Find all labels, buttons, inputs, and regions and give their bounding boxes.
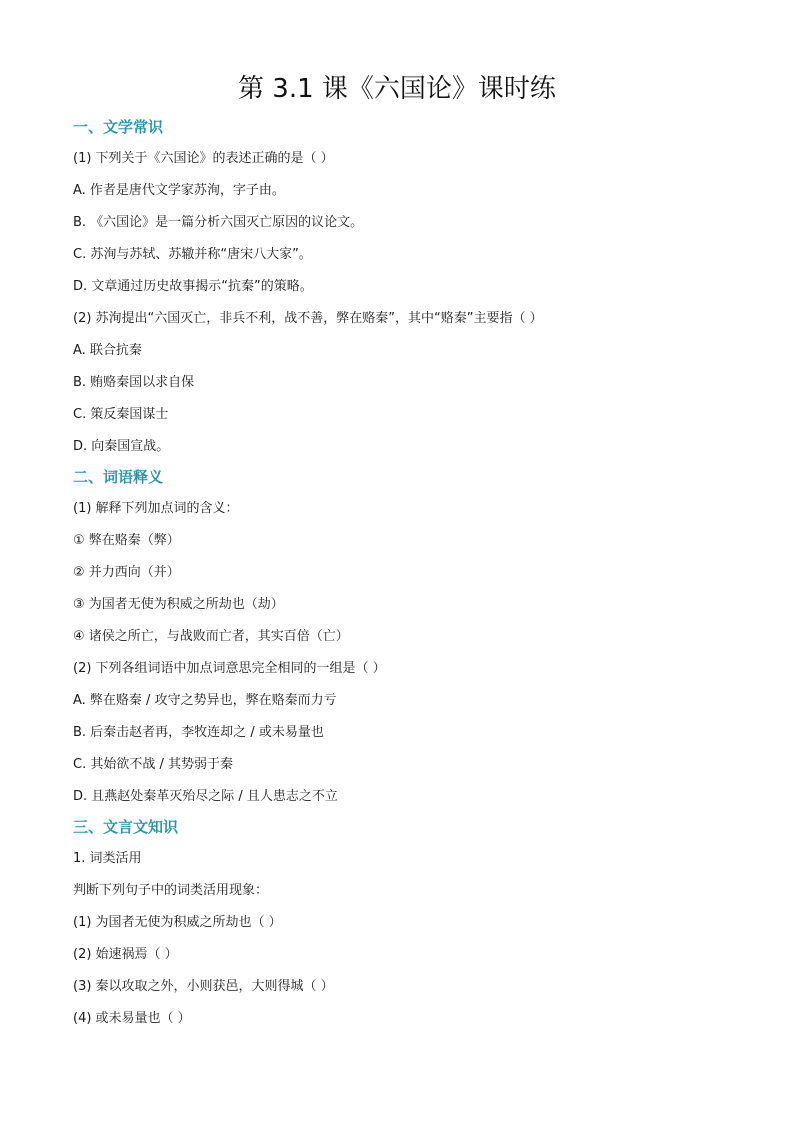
question-3-2: (2) 始速祸焉（ ） (73, 947, 178, 962)
question-2-2: (2) 下列各组词语中加点词意思完全相同的一组是（ ） (73, 661, 386, 676)
question-3-1: (1) 为国者无使为积威之所劫也（ ） (73, 915, 282, 930)
sub-item: ③ 为国者无使为积威之所劫也（劫） (73, 597, 284, 612)
option-c: C. 苏洵与苏轼、苏辙并称“唐宋八大家”。 (73, 247, 312, 262)
section-heading-vocabulary: 二、词语释义 (73, 468, 164, 486)
section-heading-classical: 三、文言文知识 (73, 818, 179, 836)
instruction-text: 判断下列句子中的词类活用现象： (73, 883, 269, 898)
option-a: A. 弊在赂秦 / 攻守之势异也，弊在赂秦而力亏 (73, 693, 337, 708)
option-a: A. 作者是唐代文学家苏洵，字子由。 (73, 183, 285, 198)
sub-item: ④ 诸侯之所亡，与战败而亡者，其实百倍（亡） (73, 629, 349, 644)
question-2-1: (1) 解释下列加点词的含义： (73, 501, 239, 516)
sub-item: ① 弊在赂秦（弊） (73, 533, 180, 548)
page-title: 第 3.1 课《六国论》课时练 (238, 74, 556, 104)
option-a: A. 联合抗秦 (73, 343, 142, 358)
option-d: D. 且燕赵处秦革灭殆尽之际 / 且人患志之不立 (73, 789, 338, 804)
option-c: C. 其始欲不战 / 其势弱于秦 (73, 757, 233, 772)
option-d: D. 向秦国宣战。 (73, 439, 170, 454)
subsection-title: 1. 词类活用 (73, 851, 142, 866)
sub-item: ② 并力西向（并） (73, 565, 180, 580)
option-b: B. 贿赂秦国以求自保 (73, 375, 195, 390)
question-1-1: (1) 下列关于《六国论》的表述正确的是（ ） (73, 151, 334, 166)
option-b: B. 后秦击赵者再，李牧连却之 / 或未易量也 (73, 725, 324, 740)
question-3-3: (3) 秦以攻取之外，小则获邑，大则得城（ ） (73, 979, 334, 994)
option-d: D. 文章通过历史故事揭示“抗秦”的策略。 (73, 279, 313, 294)
question-3-4: (4) 或未易量也（ ） (73, 1011, 191, 1026)
option-c: C. 策反秦国谋士 (73, 407, 169, 422)
section-heading-literature: 一、文学常识 (73, 118, 164, 136)
question-1-2: (2) 苏洵提出“六国灭亡，非兵不利，战不善，弊在赂秦”，其中“赂秦”主要指（ ） (73, 311, 543, 326)
option-b: B. 《六国论》是一篇分析六国灭亡原因的议论文。 (73, 215, 364, 230)
